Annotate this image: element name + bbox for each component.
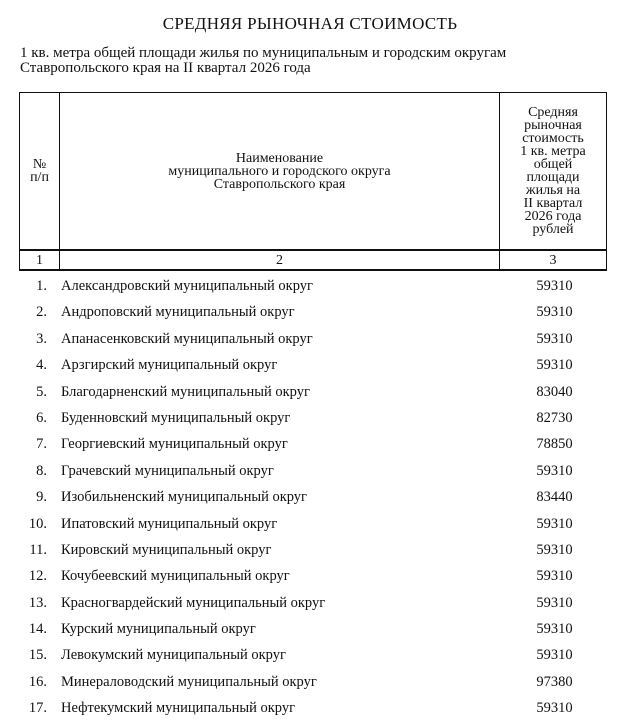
row-number: 16. [28,673,47,690]
row-name: Ипатовский муниципальный округ [61,515,278,532]
row-name: Буденновский муниципальный округ [61,409,291,426]
column-number-1: 1 [20,250,60,270]
table-row [0,379,620,405]
row-value: 59310 [536,541,573,558]
row-value: 97380 [536,673,573,690]
row-value: 59310 [536,621,573,638]
row-value: 59310 [536,515,573,532]
row-number: 6. [36,409,47,426]
header-value [500,93,607,251]
header-number [20,93,60,251]
table-row [0,273,620,299]
row-number: 17. [28,700,47,717]
row-number: 8. [36,462,47,479]
row-number: 14. [28,621,47,638]
header-value-line: II квартал [523,196,583,211]
row-number: 5. [36,383,47,400]
table-row [0,616,620,642]
header-name-line: муниципального и городского округа [168,163,391,179]
header-value-line: 1 кв. метра [520,144,586,159]
row-value: 59310 [536,357,573,374]
table-row [0,563,620,589]
row-number: 2. [36,304,47,321]
row-value: 59310 [536,647,573,664]
table-row [0,669,620,695]
subtitle-line: 1 кв. метра общей площади жилья по муниципальным и городским округам [20,45,507,61]
table-row [0,695,620,721]
row-name: Красногвардейский муниципальный округ [61,594,326,611]
row-value: 59310 [536,278,573,294]
table-row [0,590,620,616]
row-number: 12. [28,568,47,585]
header-name-line: Ставропольского края [213,176,346,192]
row-number: 3. [36,330,47,347]
row-name: Арзгирский муниципальный округ [61,357,278,374]
document-title: СРЕДНЯЯ РЫНОЧНАЯ СТОИМОСТЬ [162,14,458,33]
table-body [0,273,620,722]
table-row [0,405,620,431]
row-number: 7. [36,436,47,453]
row-number: 9. [36,489,47,506]
header-value-line: стоимость [522,131,584,146]
subtitle-line: Ставропольского края на II квартал 2026 года [20,60,311,76]
row-name: Апанасенковский муниципальный округ [61,330,313,347]
header-name-line: Наименование [235,150,324,166]
row-value: 82730 [536,409,573,426]
row-value: 83440 [536,489,573,506]
table-row [0,431,620,457]
row-number: 10. [28,515,47,532]
row-number: 11. [29,541,47,558]
header-number-line: п/п [30,170,49,185]
row-name: Нефтекумский муниципальный округ [61,700,296,717]
row-name: Левокумский муниципальный округ [61,647,286,664]
row-name: Минераловодский муниципальный округ [61,673,317,690]
table-row [0,352,620,378]
header-value-line: площади [526,170,580,185]
table-row [0,642,620,668]
column-number-2: 2 [60,250,500,270]
document-subtitle [20,46,610,76]
row-name: Александровский муниципальный округ [61,278,313,294]
row-value: 59310 [536,330,573,347]
header-value-line: 2026 года [524,209,582,224]
row-name: Кочубеевский муниципальный округ [61,568,290,585]
header-value-line: Средняя [528,105,578,120]
row-name: Курский муниципальный округ [61,621,256,638]
row-number: 1. [36,278,47,294]
row-name: Георгиевский муниципальный округ [61,436,288,453]
column-number-3: 3 [500,250,607,270]
row-value: 83040 [536,383,573,400]
table-row [0,484,620,510]
row-name: Грачевский муниципальный округ [61,462,274,479]
table-header [19,92,607,271]
table-row [0,537,620,563]
row-number: 15. [28,647,47,664]
row-value: 59310 [536,594,573,611]
row-number: 4. [36,357,47,374]
row-value: 59310 [536,700,573,717]
header-value-line: жилья на [525,183,581,198]
header-number-line: № [32,157,47,172]
header-value-line: общей [533,157,573,172]
row-value: 78850 [536,436,573,453]
header-name [60,93,500,251]
row-name: Изобильненский муниципальный округ [61,489,308,506]
row-value: 59310 [536,568,573,585]
row-name: Благодарненский муниципальный округ [61,383,310,400]
row-name: Кировский муниципальный округ [61,541,272,558]
header-value-line: рублей [532,222,574,237]
table-row [0,326,620,352]
table-row [0,511,620,537]
row-name: Андроповский муниципальный округ [61,304,295,321]
row-value: 59310 [536,462,573,479]
table-row [0,458,620,484]
table-row [0,299,620,325]
row-value: 59310 [536,304,573,321]
header-value-line: рыночная [524,118,582,133]
row-number: 13. [28,594,47,611]
